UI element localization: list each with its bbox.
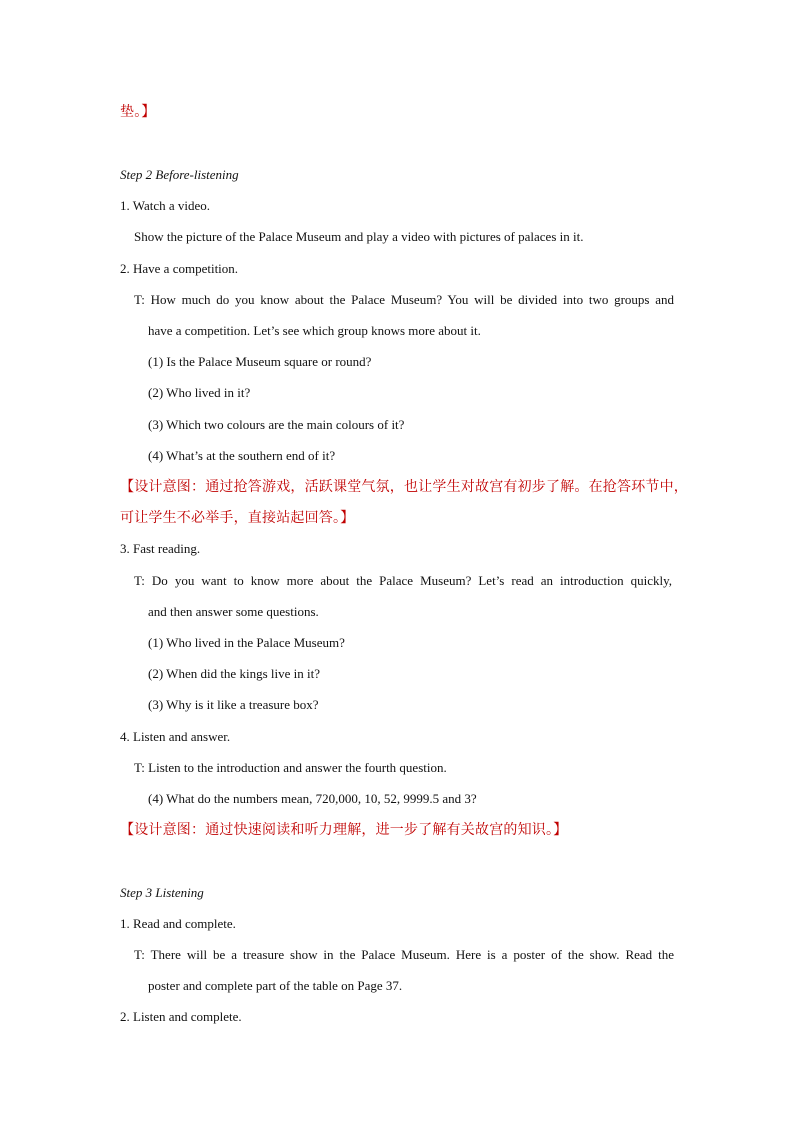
fast-question-2: (2) When did the kings live in it?: [148, 666, 320, 681]
design-note-tail: 垫。】: [120, 104, 156, 120]
design-note-1-line2: 可让学生不必举手，直接站起回答。】: [120, 510, 355, 526]
step2-item3-heading: 3. Fast reading.: [120, 541, 201, 556]
question-2: (2) Who lived in it?: [148, 385, 251, 400]
step2-heading: Step 2 Before-listening: [120, 167, 239, 182]
question-3: (3) Which two colours are the main colours of it?: [148, 417, 405, 432]
step3-item1-teacher-line1: T: There will be a treasure show in the Palace Museum. Here is a poster of the show. Read the: [134, 947, 674, 962]
step3-heading: Step 3 Listening: [120, 885, 204, 900]
step2-item2-teacher-line2: have a competition. Let’s see which group knows more about it.: [148, 323, 481, 338]
step2-item4-heading: 4. Listen and answer.: [120, 729, 231, 744]
step3-item2-heading: 2. Listen and complete.: [120, 1009, 242, 1024]
step3-item1-teacher-line2: poster and complete part of the table on Page 37.: [148, 978, 403, 993]
step2-item1-text: Show the picture of the Palace Museum and play a video with pictures of palaces in it.: [134, 229, 584, 244]
step2-item4-teacher-line: T: Listen to the introduction and answer the fourth question.: [134, 760, 447, 775]
fast-question-1: (1) Who lived in the Palace Museum?: [148, 635, 345, 650]
step2-item1-heading: 1. Watch a video.: [120, 198, 211, 213]
step2-item3-teacher-line2: and then answer some questions.: [148, 604, 319, 619]
design-note-2: 【设计意图：通过快速阅读和听力理解，进一步了解有关故宫的知识。】: [120, 822, 568, 838]
question-4: (4) What’s at the southern end of it?: [148, 448, 336, 463]
step2-item2-teacher-line1: T: How much do you know about the Palace Museum? You will be divided into two groups and: [134, 292, 674, 307]
fast-question-4: (4) What do the numbers mean, 720,000, 10, 52, 9999.5 and 3?: [148, 791, 477, 806]
question-1: (1) Is the Palace Museum square or round?: [148, 354, 372, 369]
step2-item2-heading: 2. Have a competition.: [120, 261, 239, 276]
fast-question-3: (3) Why is it like a treasure box?: [148, 697, 319, 712]
step2-item3-teacher-line1: T: Do you want to know more about the Palace Museum? Let’s read an introduction quickly,: [134, 573, 672, 588]
design-note-1-line1: 【设计意图：通过抢答游戏，活跃课堂气氛，也让学生对故宫有初步了解。在抢答环节中，: [120, 479, 688, 495]
step3-item1-heading: 1. Read and complete.: [120, 916, 236, 931]
